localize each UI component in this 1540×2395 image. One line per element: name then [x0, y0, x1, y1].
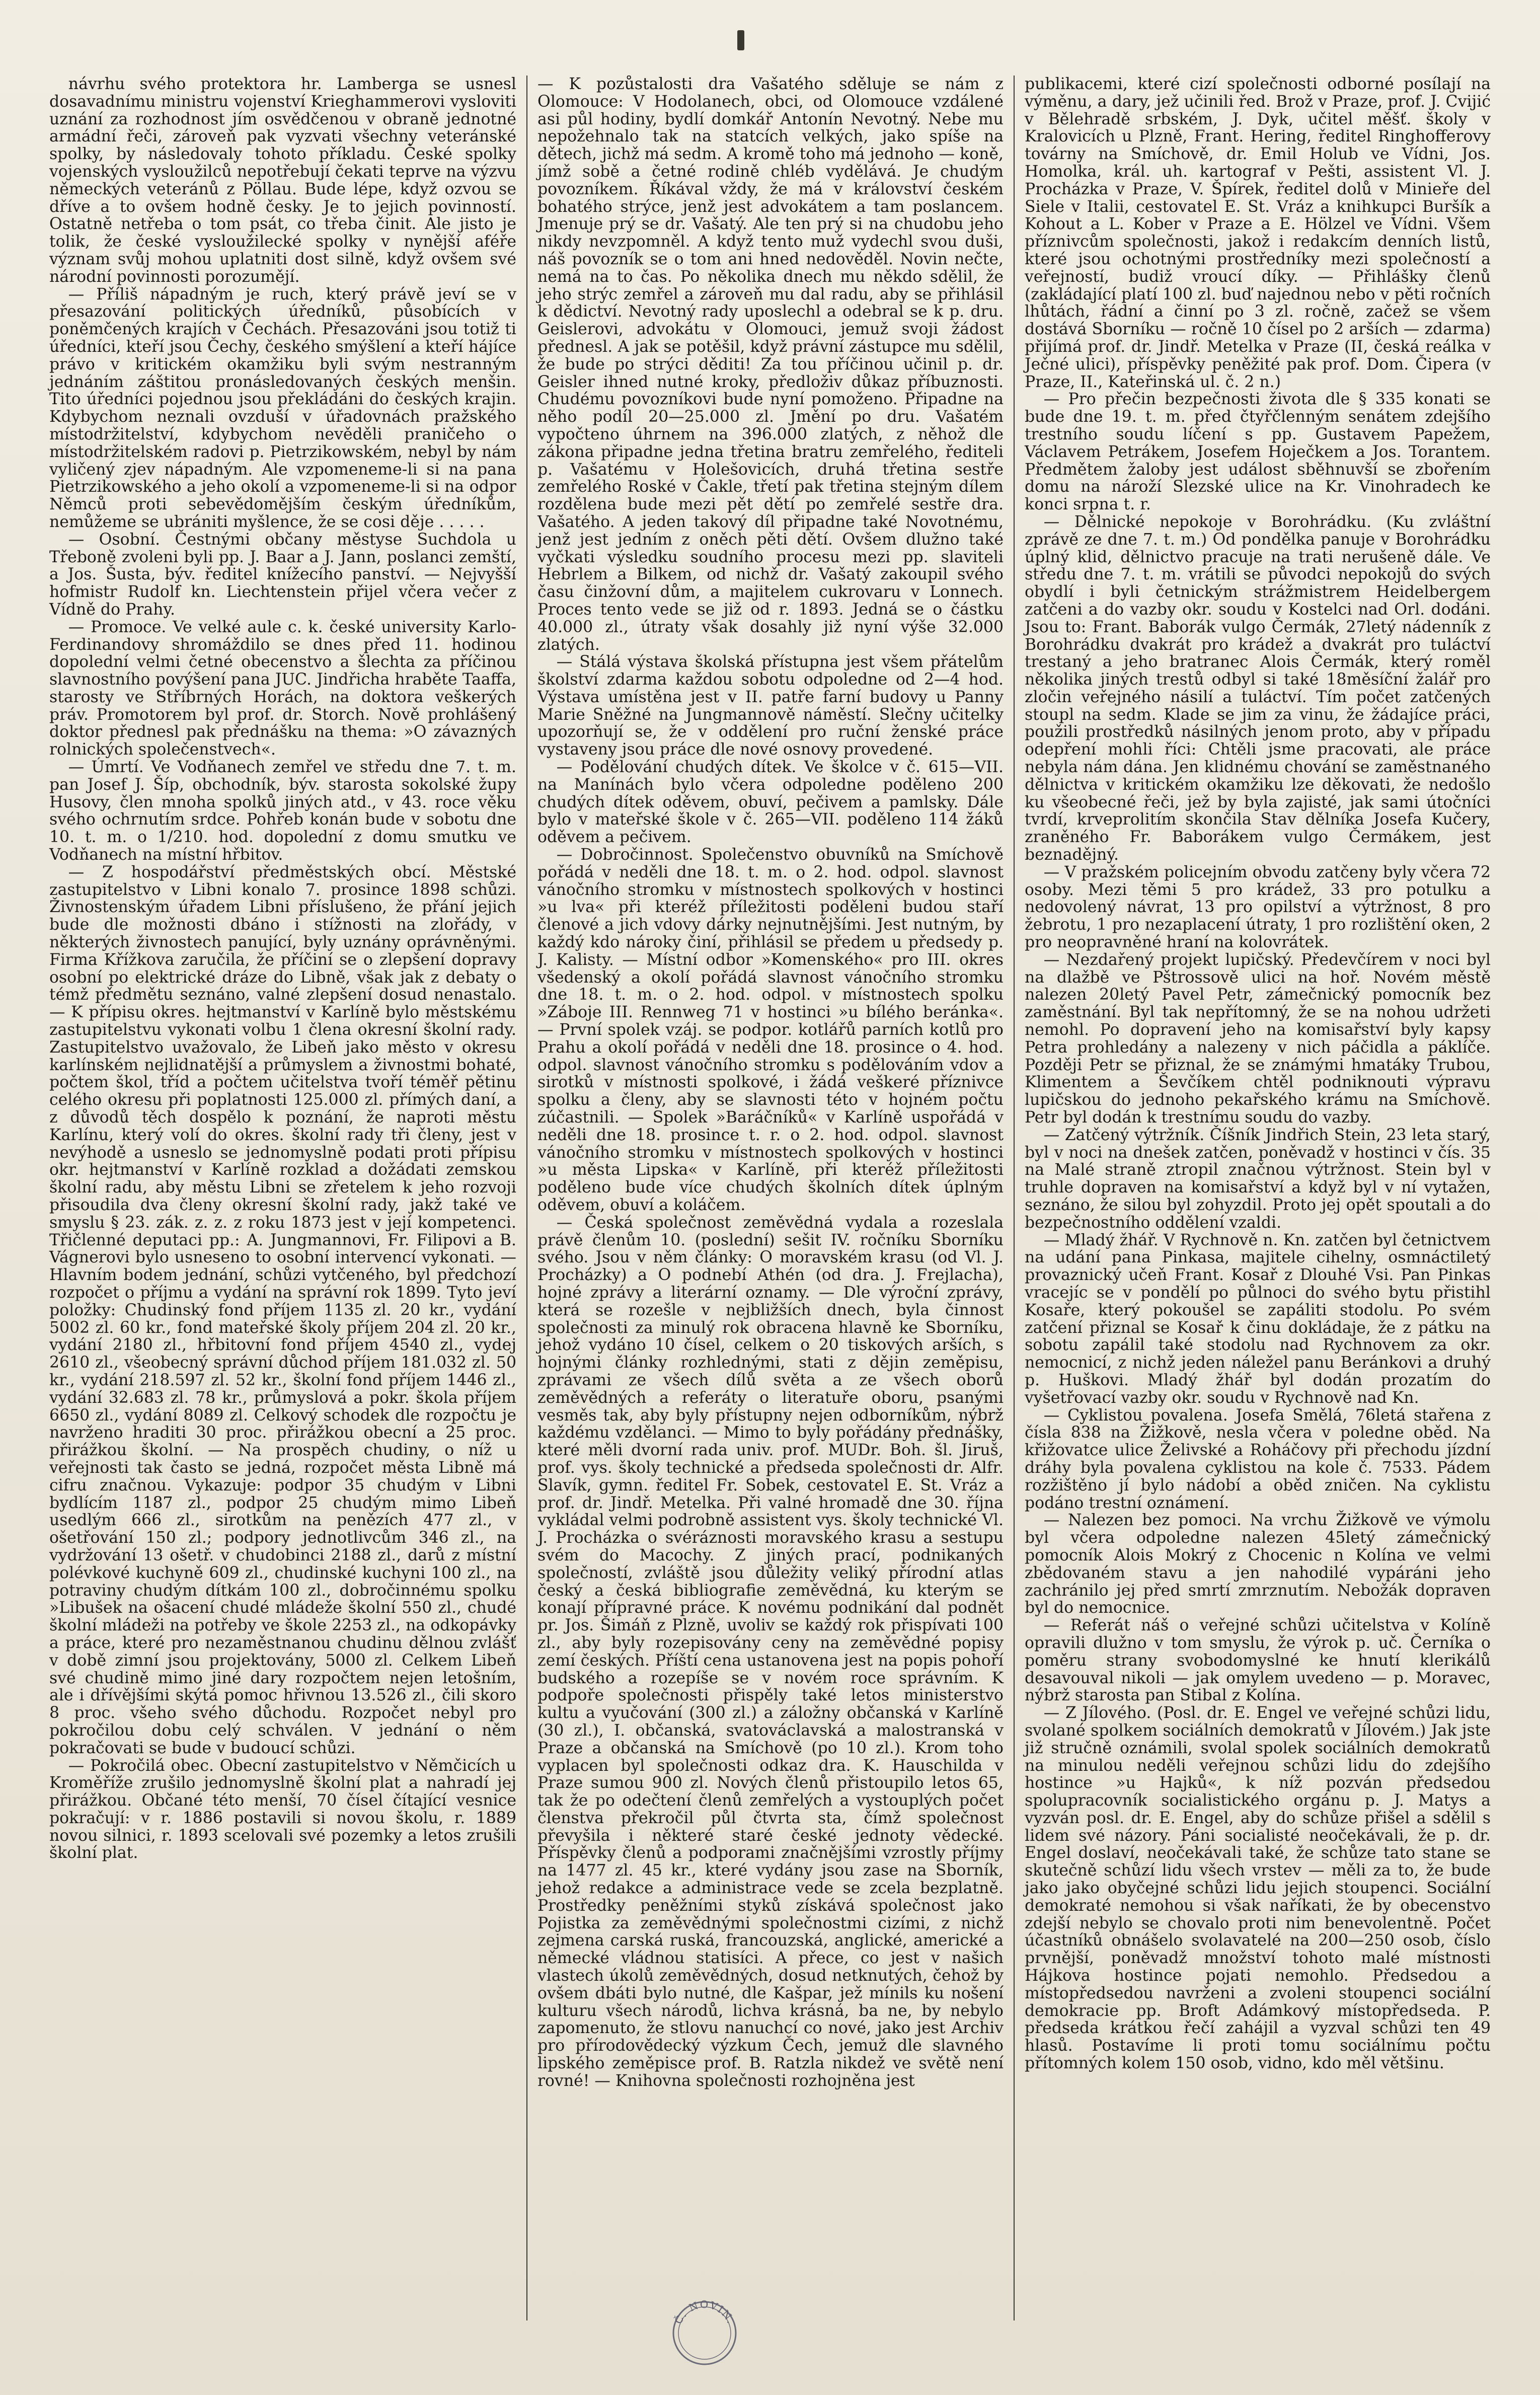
article-paragraph: — V pražském policejním obvodu zatčeny byly včera 72 osoby. Mezi těmi 5 pro krádež, 33 pro potulku a nedovolený návrat, 13 pro opilství a výtržnost, 8 pro žebrotu, 1 pro nezaplacení útraty, 1 pro rozlištění oken, 2 pro neopravněné hraní na kolovrátek. — [1025, 863, 1491, 952]
article-paragraph: — Nalezen bez pomoci. Na vrchu Žižkově ve výmolu byl včera odpoledne nalezen 45letý zámečnický pomocník Alois Mokrý z Chocenic n Kolína ve velmi zbědovaném stavu a jen nahodilé vypáráni jeho zachránilo jej před smrtí zmrznutím. Nebožák dopraven byl do nemocnice. — [1025, 1511, 1491, 1617]
article-paragraph: — Z hospodářství předměstských obcí. Městské zastupitelstvo v Libni konalo 7. prosince 1898 schůzi. Živnostenským úřadem Libni příslušeno, že přání jejich bude dle možnosti dbáno i stížnosti na zlořády, v některých živnostech panující, byly uznány oprávněnými. Firma Křížkova zaručila, že příčiní se o zlepšení dopravy osobní po elektrické dráze do Libně, však jak z debaty o témž předmětu seznáno, valné zlepšení dosud nenastalo. — K přípisu okres. hejtmanství v Karlíně bylo městskému zastupitelstvu vykonati volbu 1 člena okresní školní rady. Zastupitelstvo uvažovalo, že Libeň jako město v okresu karlínském nejlidnatější a průmyslem a živnostmi bohaté, počtem škol, tříd a počtem učitelstva tvoří téměř pětinu celého okresu při poplatnosti 125.000 zl. přímých daní, a z důvodů těch dospělo k poznání, že naproti městu Karlínu, který volí do okres. školní rady tři členy, jest v nevýhodě a usneslo se jednomyslně podati proti přípisu okr. hejtmanství v Karlíně rozklad a dožádati zemskou školní radu, aby městu Libni se zřetelem k jeho rozvoji přisoudila dva členy okresní školní rady, jakž také ve smyslu § 23. zák. z. z. z roku 1873 jest v její kompetenci. Třičlenné deputaci pp.: A. Jungmannovi, Fr. Filipovi a B. Vágnerovi bylo usneseno to osobní intervencí vykonati. — Hlavním bodem jednání, schůzi vytčeného, byl předchozí rozpočet o příjmu a vydání na správní rok 1899. Tyto jeví položky: Chudinský fond příjem 1135 zl. 20 kr., vydání 5002 zl. 60 kr., fond mateřské školy příjem 204 zl. 20 kr., vydání 2180 zl., hřbitovní fond příjem 4540 zl., vydej 2610 zl., všeobecný správní důchod příjem 181.032 zl. 50 kr., vydání 218.597 zl. 52 kr., školní fond příjem 1446 zl., vydání 32.683 zl. 78 kr., průmyslová a pokr. škola příjem 6650 zl., vydání 8089 zl. Celkový schodek dle rozpočtu je navrženo hraditi 30 proc. přirážkou obecní a 25 proc. přirážkou školní. — Na prospěch chudiny, o níž u veřejnosti tak často se jedná, rozpočet města Libně má cifru značnou. Vykazuje: podpor 35 chudým v Libni bydlícím 1187 zl., podpor 25 chudým mimo Libeň usedlým 666 zl., sirotkům na penězích 477 zl., v ošetřování 150 zl.; podpory jednotlivcům 346 zl., na vydržování 13 ošetř. v chudobinci 2188 zl., darů z místní polévkové kuchyně 609 zl., chudinské kuchyni 100 zl., na potraviny chudým dítkám 100 zl., dobročinnému spolku »Libušek na ošacení chudé mládeže školní 550 zl., chudé školní mládeži na potřeby ve škole 2253 zl., na odkopávky a práce, které pro nezaměstnanou chudinu dělnou zvlášť v době zimní jsou projektovány, 5000 zl. Celkem Libeň své chudině mimo jiné dary rozpočtem nejen letošním, ale i dřívějšími skýtá pomoc hřivnou 13.526 zl., čili skoro 8 proc. všeho svého důchodu. Rozpočet nebyl pro pokročilou dobu celý schválen. V jednání o něm pokračovati se bude v budoucí schůzi. — [49, 863, 516, 1757]
column-middle — [526, 76, 1014, 2321]
article-paragraph: — Pokročilá obec. Obecní zastupitelstvo v Němčicích u Kroměříže zrušilo jednomyslně školní plat a nahradí jej přirážkou. Občané této menší, 70 čísel čítající vesnice pokračují: v r. 1886 postavili si novou školu, r. 1889 novou silnici, r. 1893 scelovali své pozemky a letos zrušili školní plat. — [49, 1756, 516, 1862]
article-paragraph: — Mladý žhář. V Rychnově n. Kn. zatčen byl četnictvem na udání pana Pinkasa, majitele cihelny, osmnáctiletý provaznický učeň Frant. Kosař z Dlouhé Vsi. Pan Pinkas vracejíc se v pondělí po půlnoci do svého bytu přistihl Kosaře, který pokoušel se zapáliti stodolu. Po svém zatčení přiznal se Kosař k činu dokládaje, že z pátku na sobotu zapálil také stodolu nad Rychnovem za okr. nemocnicí, z nichž jeden náležel panu Beránkovi a druhý p. Huškovi. Mladý žhář byl dodán prozatím do vyšetřovací vazby okr. soudu v Rychnově nad Kn. — [1025, 1231, 1491, 1407]
column-left — [39, 76, 526, 2321]
article-paragraph: — Česká společnost zeměvědná vydala a rozeslala právě členům 10. (poslední) sešit IV. ročníku Sborníku svého. Jsou v něm články: O moravském krasu (od Vl. J. Procházky) a O podnebí Athén (od dra. J. Frejlacha), hojné zprávy a literární oznamy. — Dle výroční zprávy, která se rozešle v nejbližších dnech, byla činnost společnosti za minulý rok obracena hlavně ke Sborníku, jehož vydáno 10 čísel, celkem o 20 tiskových arších, s hojnými články rozhlednými, stati z dějin zeměpisu, zprávami ze všech dílů světa a ze všech oborů zeměvědných a referáty o literatuře oboru, psanými vesměs tak, aby byly přístupny nejen odborníkům, nýbrž každému vzdělanci. — Mimo to byly pořádány přednášky, které měli dvorní rada univ. prof. MUDr. Boh. šl. Jiruš, prof. vys. školy technické a předseda společnosti dr. Alfr. Slavík, gymn. ředitel Fr. Sobek, cestovatel E. St. Vráz a prof. dr. Jindř. Metelka. Při valné hromadě dne 30. října vykládal velmi podrobně assistent vys. školy technické Vl. J. Procházka o svéráznosti moravského krasu a sestupu svém do Macochy. Z jiných prací, podnikaných společností, zvláště jsou důležity veliký přírodní atlas český a česká bibliografie zeměvědná, ku kterým se konají přípravné práce. K novému podnikání dal podnět pr. Jos. Šimáň z Plzně, uvoliv se každý rok přispívati 100 zl., aby byly rozepisovány ceny na zeměvědné popisy zemí českých. Příští cena ustanovena jest na popis pohoří budského a rozepíše se v novém roce správním. K podpoře společnosti přispěly také letos ministerstvo kultu a vyučování (300 zl.) a záložny občanská v Karlíně (30 zl.), I. občanská, svatováclavská a malostranská v Praze a občanská na Smíchově (po 10 zl.). Krom toho vyplacen byl společnosti odkaz dra. K. Hauschilda v Praze sumou 900 zl. Nových členů přistoupilo letos 65, tak že po odečtení členů zemřelých a vystouplých počet členstva překročil půl čtvrta sta, čímž společnost převyšila i některé staré české jednoty vědecké. Příspěvky členů a podporami značnějšími vzrostly příjmy na 1477 zl. 45 kr., které vydány jsou zase na Sborník, jehož redakce a administrace vede se zcela bezplatně. Prostředky peněžními styků získává společnost jako Pojistka za zeměvědnými společnostmi cizími, z nichž zejmena carská ruská, francouzská, anglické, americké a německé vládnou statisíci. A přece, co jest v našich vlastech úkolů zeměvědných, dosud netknutých, čehož by ovšem dbáti bylo nutné, dle Kašpar, jež mínils ku nošení kulturu všech národů, lichva krásná, ba ne, by nebylo zapomenuto, že stlovu nanuchcí co nové, jako jest Archiv pro přírodovědecký výzkum Čech, jemuž dle slavného lipského zeměpisce prof. B. Ratzla nikdež ve světě není rovné! — Knihovna společnosti rozhojněna jest — [537, 1213, 1004, 2090]
article-paragraph: návrhu svého protektora hr. Lamberga se usnesl dosavadnímu ministru vojenství Krieghammerovi vysloviti uznání za rozhodnost jím osvědčenou v obraně jednotné armádní řeči, zároveň pak vyzvati všechny veteránské spolky, by následovaly tohoto příkladu. České spolky vojenských vysloužilců nepotřebují čekati teprve na výzvu německých veteránů z Pöllau. Bude lépe, když ozvou se dříve a to ovšem hodně česky. Je to jejich povinností. Ostatně netřeba o tom psát, co třeba činit. Ale jisto je tolik, že české vysloužilecké spolky v nynější aféře význam svůj mohou uplatniti dost silně, když ovšem své národní povinnosti porozumějí. — [49, 76, 516, 286]
article-paragraph: — Příliš nápadným je ruch, který právě jeví se v přesazování politických úředníků, působících v poněmčených krajích v Čechách. Přesazováni jsou totiž ti úředníci, kteří jsou Čechy, českého smýšlení a kteří hájíce právo v kritickém okamžiku byli svým nestranným jednáním záštitou pronásledovaných českých menšin. Tito úředníci pojednou jsou překládáni do českých krajin. Kdybychom neznali ovzduší v úřadovnách pražského místodržitelství, kdybychom nevěděli praničeho o místodržitelském radovi p. Pietrzikowském, nebyl by nám vyličený zjev nápadným. Ale vzpomeneme-li si na pana Pietrzikowského a jeho okolí a vzpomeneme-li si na odpor Němců proti sebevědomějším českým úředníkům, nemůžeme se ubrániti myšlence, že se cosi děje . . . . . — [49, 285, 516, 531]
article-paragraph: — Osobní. Čestnými občany městyse Suchdola u Třeboně zvoleni byli pp. J. Baar a J. Jann, poslanci zemští, a Jos. Šusta, býv. ředitel knížecího panství. — Nejvyšší hofmistr Rudolf kn. Liechtenstein přijel včera večer z Vídně do Prahy. — [49, 530, 516, 619]
article-paragraph: — Promoce. Ve velké aule c. k. české university Karlo-Ferdinandovy shromáždilo se dnes před 11. hodinou dopolední velmi četné obecenstvo a šlechta za příčinou slavnostního povýšení pana JUC. Jindřicha hraběte Taaffa, starosty ve Stříbrných Horách, na doktora veškerých práv. Promotorem byl prof. dr. Storch. Nově prohlášený doktor přednesl pak přednášku na thema: »O závazných rolnických společenstvech«. — [49, 618, 516, 759]
article-paragraph: — Podělování chudých dítek. Ve školce v č. 615—VII. na Manínách bylo včera odpoledne poděleno 200 chudých dítek oděvem, obuví, pečivem a pamlsky. Dále bylo v mateřské škole v č. 265—VII. poděleno 114 žáků oděvem a pečivem. — [537, 758, 1004, 847]
article-paragraph: — Referát náš o veřejné schůzi učitelstva v Kolíně opravili dlužno v tom smyslu, že výrok p. uč. Černíka o poměru strany svobodomyslné ke hnutí klerikálů desavouval nikoli — jak omylem uvedeno — p. Moravec, nýbrž starosta pan Stibal z Kolína. — [1025, 1616, 1491, 1705]
page-marker — [737, 30, 744, 50]
article-paragraph: — Úmrtí. Ve Vodňanech zemřel ve středu dne 7. t. m. pan Josef J. Šíp, obchodník, býv. starosta sokolské župy Husovy, člen mnoha spolků jiných atd., v 43. roce věku svého ochrnutím srdce. Pohřeb konán bude v sobotu dne 10. t. m. o 1/210. hod. dopolední z domu smutku ve Vodňanech na místní hřbitov. — [49, 758, 516, 864]
stamp-text: Č. NOVIN. — [672, 2298, 737, 2326]
text-columns — [39, 76, 1501, 2321]
library-stamp — [667, 2295, 742, 2371]
article-paragraph: — Pro přečin bezpečnosti života dle § 335 konati se bude dne 19. t. m. před čtyřčlenným senátem zdejšího trestního soudu líčení s pp. Gustavem Papežem, Václavem Petrákem, Josefem Hoječkem a Jos. Torantem. Předmětem žaloby jest událost sběhnuvší se zbořením domu na nároží Slezské ulice na Kr. Vinohradech ke konci srpna t. r. — [1025, 390, 1491, 514]
svg-text:Č. NOVIN. — [671, 2298, 737, 2326]
article-paragraph: — Zatčený výtržník. Číšník Jindřich Stein, 23 leta starý, byl v noci na dnešek zatčen, poněvadž v hostinci v čís. 35 na Malé straně ztropil značnou výtržnost. Stein byl v truhle dopraven na komisařství a když byl v ní vytažen, seznáno, že silou byl zohyzdil. Proto jej opět spoutali a do bezpečnostního oddělení vzaldi. — [1025, 1126, 1491, 1232]
article-paragraph: — Dobročinnost. Společenstvo obuvníků na Smíchově pořádá v neděli dne 18. t. m. o 2. hod. odpol. slavnost vánočního stromku v místnostech spolkových v hostinci »u lva« při kteréž příležitosti poděleni budou staří členové a jich vdovy dárky nejnutnějšími. Jest nutným, by každý kdo nároky činí, přihlásil se předem u předsedy p. J. Kalisty. — Místní odbor »Komenského« pro III. okres všedenský a okolí pořádá slavnost vánočního stromku dne 18. t. m. o 2. hod. odpol. v místnostech spolku »Záboje III. Rennweg 71 v hostinci »u bílého beránka«. — První spolek vzáj. se podpor. kotlářů parních kotlů pro Prahu a okolí pořádá v neděli dne 18. prosince o 4. hod. odpol. slavnost vánočního stromku s podělováním vdov a sirotků v místnosti spolkové, i žádá veškeré příznivce spolku a členy, aby se slavnosti této v hojném počtu zúčastnili. — Spolek »Baráčníků« v Karlíně uspořádá v neděli dne 18. prosince t. r. o 2. hod. odpol. slavnost vánočního stromku v místnostech spolkových v hostinci »u města Lipska« v Karlíně, při kteréž příležitosti poděleno bude více chudých školních dítek úplným oděvem, obuví a koláčem. — [537, 846, 1004, 1214]
article-paragraph: — Dělnické nepokoje v Borohrádku. (Ku zvláštní zprávě ze dne 7. t. m.) Od pondělka panuje v Borohrádku úplný klid, dělnictvo pracuje na trati nerušeně dále. Ve středu dne 7. t. m. vrátili se původci nepokojů do svých obydlí i byli četnickým strážmistrem Heidelbergem zatčeni a do vazby okr. soudu v Kostelci nad Orl. dodáni. Jsou to: Frant. Baborák vulgo Čermák, 27letý nádenník z Borohrádku dvakrát pro krádež a dvakrát pro tuláctví trestaný a jeho bratranec Alois Čermák, který roměl několika jiných trestů odbyl si také 18měsíční žalář pro zločin veřejného násilí a tuláctví. Tím počet zatčených stoupl na sedm. Klade se jim za vinu, že žádajíce práci, použili prostředků násilných jenom proto, aby v případu odepření mohli říci: Chtěli jsme pracovati, ale práce nebyla nám dána. Jen klidnému chování se zaměstnaného dělnictva v kritickém okamžiku lze děkovati, že nedošlo ku všeobecné řeči, jež by byla zajisté, jak sami útočníci tvrdí, krveprolitím skončila Stav dělníka Josefa Kučery, zraněného Fr. Baborákem vulgo Čermákem, jest beznadějný. — [1025, 512, 1491, 864]
article-paragraph: publikacemi, které cizí společnosti odborné posílají na výměnu, a dary, jež učinili řed. Brož v Praze, prof. J. Cvijić v Bělehradě srbském, J. Dyk, učitel měšť. školy v Kralovicích u Plzně, Frant. Hering, ředitel Ringhofferovy továrny na Smíchově, dr. Emil Holub ve Vídni, Jos. Homolka, král. uh. kartograf v Pešti, assistent Vl. J. Procházka v Praze, V. Špírek, ředitel dolů v Minieře del Siele v Italii, cestovatel E. St. Vráz a knihkupci Buršík a Kohout a L. Kober v Praze a E. Hölzel ve Vídni. Všem příznivcům společnosti, jakož i redakcím denních listů, které jsou ochotnými prostředníky mezi společností a veřejností, budiž vroucí díky. — Přihlášky členů (zakládající platí 100 zl. buď najednou nebo v pěti ročních lhůtách, řádní a činní po 3 zl. ročně, začež se všem dostává Sborníku — ročně 10 čísel po 2 arších — zdarma) přijímá prof. dr. Jindř. Metelka v Praze (II, česká reálka v Ječné ulici), příspěvky peněžité pak prof. Dom. Čipera (v Praze, II., Kateřinská ul. č. 2 n.) — [1025, 76, 1491, 391]
column-right — [1014, 76, 1501, 2321]
article-paragraph: — Stálá výstava školská přístupna jest všem přátelům školství zdarma každou sobotu odpoledne od 2—4 hod. Výstava umístěna jest v II. patře farní budovy u Panny Marie Sněžné na Jungmannově náměstí. Slečny učitelky upozorňují se, že v oddělení pro ruční ženské práce vystaveny jsou práce dle nové osnovy provedené. — [537, 653, 1004, 759]
article-paragraph: — Cyklistou povalena. Josefa Smělá, 76letá stařena z čísla 838 na Žižkově, nesla včera v poledne oběd. Na křižovatce ulice Želivské a Roháčovy při přechodu jízdní dráhy byla povalena cyklistou na kole č. 7533. Pádem rozžištěno jí bylo nádobí a oběd zničen. Na cyklistu podáno trestní oznámení. — [1025, 1406, 1491, 1512]
article-paragraph: — K pozůstalosti dra Vašatého sděluje se nám z Olomouce: V Hodolanech, obci, od Olomouce vzdálené asi půl hodiny, bydlí domkář Antonín Nevotný. Nebe mu nepožehnalo tak na statcích velkých, jako spíše na dětech, jichž má sedm. A kromě toho má jednoho — koně, jímž sobě a četné rodině chléb vydělává. Je chudým povozníkem. Říkával vždy, že má v království českém bohatého strýce, jenž jest advokátem a tam poslancem. Jmenuje prý se dr. Vašatý. Ale ten prý si na chudobu jeho nikdy nevzpomněl. A když tento muž vydechl svou duši, náš povozník se o tom ani hned nedověděl. Novin nečte, nemá na to čas. Po několika dnech mu někdo sdělil, že jeho strýc zemřel a zároveň mu dal radu, aby se přihlásil k dědictví. Nevotný rady uposlechl a odebral se k p. dru. Geislerovi, advokátu v Olomouci, jemuž svoji žádost přednesl. A jak se potěšil, když právní zástupce mu sdělil, že bude po strýci děditi! Za tou příčinou učinil p. dr. Geisler ihned nutné kroky, předloživ důkaz příbuznosti. Chudému povozníkovi bude nyní pomoženo. Připadne na něho podíl 20—25.000 zl. Jmění po dru. Vašatém vypočteno úhrnem na 396.000 zlatých, z něhož dle zákona připadne jedna třetina bratru zemřelého, řediteli p. Vašatému v Holešovicích, druhá třetina sestře zemřelého Roské v Čakle, třetí pak třetina stejným dílem rozdělena bude mezi pět dětí po zemřelé sestře dra. Vašatého. A jeden takový díl připadne také Novotnému, jenž jest jedním z oněch pěti dětí. Ovšem dlužno také vyčkati výsledku soudního procesu mezi pp. slaviteli Hebrlem a Bilkem, od nichž dr. Vašatý zakoupil svého času činžovní dům, a majitelem cukrovaru v Lonnech. Proces tento vede se již od r. 1893. Jedná se o částku 40.000 zl., útraty však dosahly již nyní výše 32.000 zlatých. — [537, 76, 1004, 654]
article-paragraph: — Z Jílového. (Posl. dr. E. Engel ve veřejné schůzi lidu, svolané spolkem sociálních demokratů v Jílovém.) Jak jste již stručně oznámili, svolal spolek sociálních demokratů na minulou neděli veřejnou schůzi lidu do zdejšího hostince »u Hajků«, k níž pozván předsedou spolupracovník socialistického orgánu p. J. Matys a vyzván posl. dr. E. Engel, aby do schůze přišel a sdělil s lidem své názory. Páni socialisté neočekávali, že p. dr. Engel doslaví, neočekávali také, že schůze tato stane se skutečně schůzí lidu všech vrstev — měli za to, že bude jako jako obyčejné schůzi lidu jejich stoupenci. Sociální demokraté nemohou si však naříkati, že by obecenstvo zdejší nebylo se chovalo proti nim benevolentně. Počet účastníků obnášelo svolavatelé na 200—250 osob, číslo prvnější, poněvadž množství tohoto malé místnosti Hájkova hostince pojati nemohlo. Předsedou a místopředsedou navrženi a zvoleni stoupenci sociální demokracie pp. Broft Adámkový místopředseda. P. předseda krátkou řečí zahájil a vyzval schůzi ten 49 hlasů. Postavíme li proti tomu sociálnímu počtu přítomných kolem 150 osob, vidno, kdo měl většinu. — [1025, 1704, 1491, 2073]
article-paragraph: — Nezdařený projekt lupičský. Předevčírem v noci byl na dlažbě ve Pštrossově ulici na hoř. Novém městě nalezen 20letý Pavel Petr, zámečnický pomocník bez zaměstnání. Byl tak nepřítomný, že se na nohou udržeti nemohl. Po dopravení jeho na komisařství byly kapsy Petra prohledány a nalezeny v nich páčidla a páklíče. Později Petr se přiznal, že se známými hmatáky Trubou, Klimentem a Ševčíkem chtěl podniknouti výpravu lupičskou do jednoho pekařského krámu na Smíchově. Petr byl dodán k trestnímu soudu do vazby. — [1025, 950, 1491, 1127]
